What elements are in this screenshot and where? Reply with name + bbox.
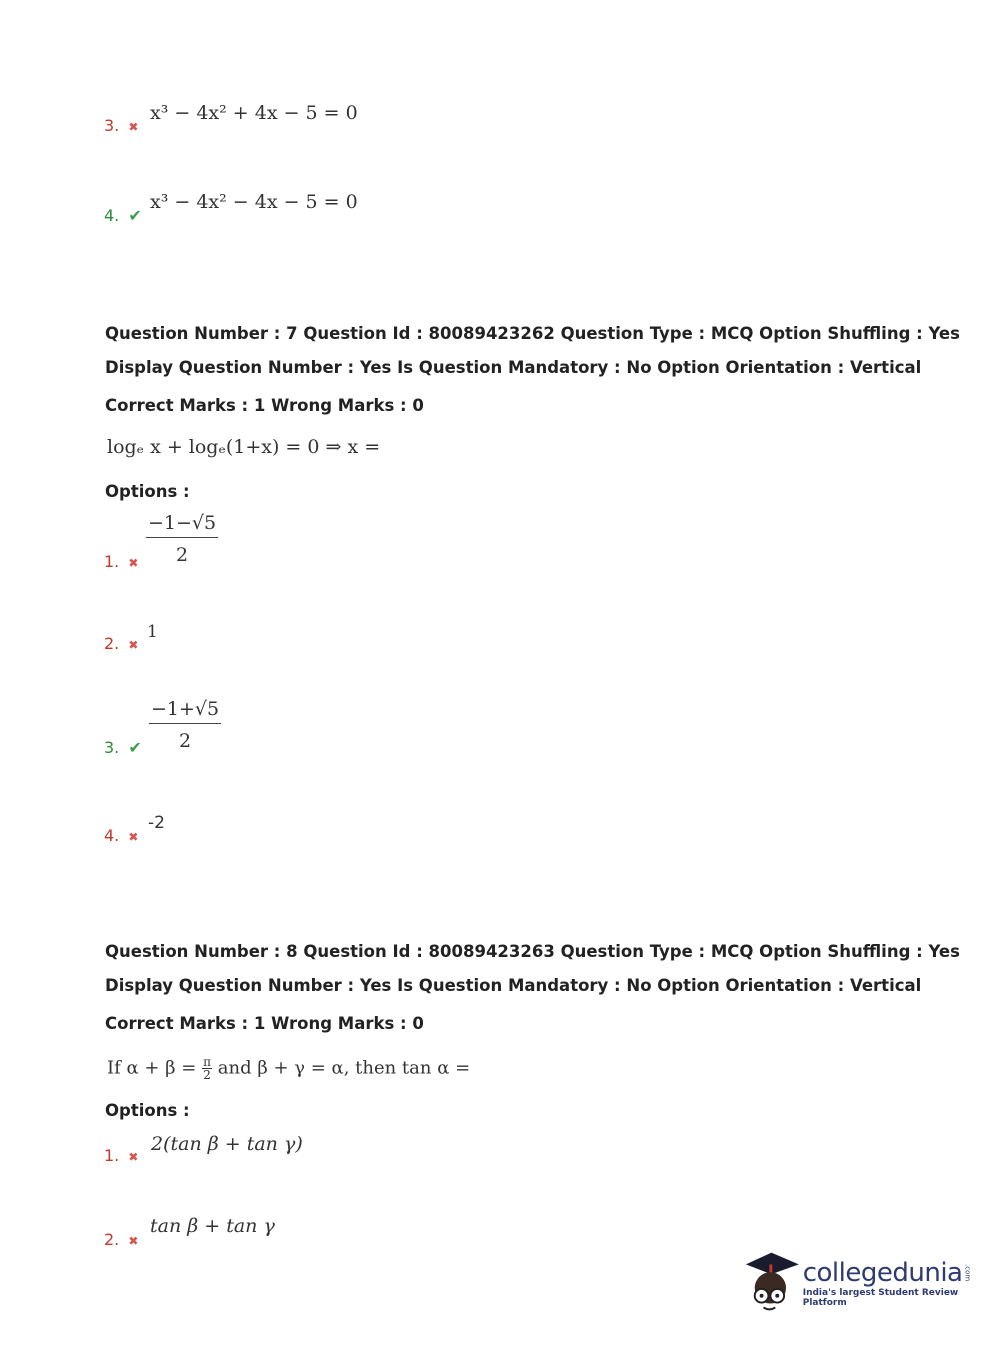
option-item (104, 206, 142, 225)
option-expression: x³ − 4x² + 4x − 5 = 0 (150, 102, 358, 124)
fraction-denominator: 2 (203, 1068, 211, 1082)
check-icon: ✔ (128, 206, 142, 225)
cross-icon: ✖ (128, 1150, 139, 1164)
question-text (107, 1056, 470, 1081)
option-expression: x³ − 4x² − 4x − 5 = 0 (150, 191, 358, 213)
option-item (104, 1146, 138, 1165)
option-item (104, 116, 138, 135)
question-meta-line: Question Number : 7 Question Id : 80089423262 Question Type : MCQ Option Shuffling : Yes (105, 324, 960, 343)
option-fraction (146, 512, 218, 566)
question-fraction (202, 1056, 212, 1081)
option-expression: tan β + tan γ (150, 1215, 275, 1237)
option-number: 1. (104, 1146, 120, 1165)
cross-icon: ✖ (128, 1234, 139, 1248)
logo-tagline: India's largest Student Review Platform (802, 1288, 959, 1308)
option-expression: 1 (147, 622, 158, 642)
option-item (104, 634, 138, 653)
options-label: Options : (105, 482, 190, 501)
mascot-icon (742, 1250, 801, 1316)
option-expression: -2 (148, 813, 165, 833)
question-meta-line: Display Question Number : Yes Is Question Mandatory : No Option Orientation : Vertical (105, 976, 922, 995)
cross-icon: ✖ (128, 830, 139, 844)
question-meta-line: Display Question Number : Yes Is Question Mandatory : No Option Orientation : Vertical (105, 358, 922, 377)
question-text-end: and β + γ = α, then tan α = (217, 1057, 471, 1079)
option-item (104, 1230, 138, 1249)
option-fraction (149, 698, 221, 752)
cross-icon: ✖ (128, 120, 139, 134)
option-expression: 2(tan β + tan γ) (151, 1133, 303, 1155)
logo-suffix: .com (963, 1264, 972, 1282)
option-item (104, 738, 142, 757)
check-icon: ✔ (128, 738, 142, 757)
question-marks-line: Correct Marks : 1 Wrong Marks : 0 (105, 396, 424, 415)
fraction-numerator: −1−√5 (146, 512, 218, 538)
question-meta-line: Question Number : 8 Question Id : 80089423263 Question Type : MCQ Option Shuffling : Yes (105, 942, 960, 961)
option-number: 2. (104, 1230, 120, 1249)
option-number: 4. (104, 826, 120, 845)
question-marks-line: Correct Marks : 1 Wrong Marks : 0 (105, 1014, 424, 1033)
option-number: 1. (104, 552, 120, 571)
option-number: 3. (104, 116, 120, 135)
option-item (104, 826, 138, 845)
question-text-start: If α + β = (107, 1057, 197, 1079)
fraction-numerator: π (203, 1055, 212, 1069)
fraction-denominator: 2 (179, 730, 192, 752)
option-number: 3. (104, 738, 120, 757)
fraction-denominator: 2 (176, 544, 189, 566)
cross-icon: ✖ (128, 556, 139, 570)
cross-icon: ✖ (128, 638, 139, 652)
question-text: logₑ x + logₑ(1+x) = 0 ⇒ x = (107, 436, 381, 458)
collegedunia-logo (742, 1250, 1001, 1316)
option-number: 4. (104, 206, 120, 225)
option-number: 2. (104, 634, 120, 653)
options-label: Options : (105, 1101, 190, 1120)
logo-wordmark: collegedunia (802, 1258, 963, 1288)
fraction-numerator: −1+√5 (149, 698, 221, 724)
option-item (104, 552, 138, 571)
